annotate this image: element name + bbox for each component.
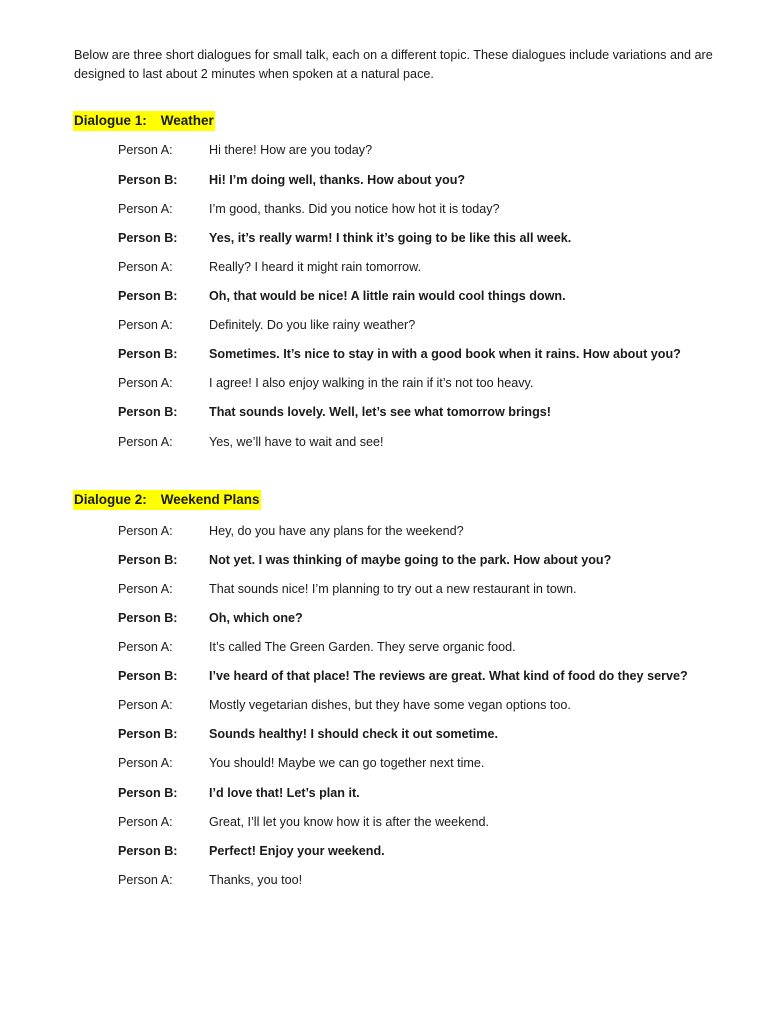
speaker-label: Person A: — [118, 698, 173, 712]
speaker-label: Person B: — [118, 347, 178, 361]
line-text: Oh, which one? — [209, 611, 303, 625]
speaker-label: Person A: — [118, 376, 173, 390]
intro-paragraph: Below are three short dialogues for small talk, each on a different topic. These dialogues include variations and are designed to last about 2 minutes when spoken at a natural pace. — [74, 48, 713, 81]
line-text: You should! Maybe we can go together next time. — [209, 756, 485, 770]
speaker-label: Person A: — [118, 582, 173, 596]
line-text: Sounds healthy! I should check it out sometime. — [209, 727, 498, 741]
speaker-label: Person A: — [118, 873, 173, 887]
speaker-label: Person B: — [118, 727, 178, 741]
line-text: Hi! I’m doing well, thanks. How about you? — [209, 173, 466, 187]
speaker-label: Person B: — [118, 405, 178, 419]
line-text: Yes, it’s really warm! I think it’s going to be like this all week. — [209, 231, 572, 245]
speaker-label: Person B: — [118, 786, 178, 800]
speaker-label: Person B: — [118, 173, 178, 187]
speaker-label: Person A: — [118, 435, 173, 449]
speaker-label: Person B: — [118, 289, 178, 303]
line-text: I’m good, thanks. Did you notice how hot it is today? — [209, 202, 500, 216]
speaker-label: Person A: — [118, 640, 173, 654]
line-text: Oh, that would be nice! A little rain would cool things down. — [209, 289, 566, 303]
speaker-label: Person B: — [118, 231, 178, 245]
speaker-label: Person A: — [118, 202, 173, 216]
line-text: That sounds nice! I’m planning to try out a new restaurant in town. — [209, 582, 577, 596]
line-text: Definitely. Do you like rainy weather? — [209, 318, 416, 332]
line-text: I’ve heard of that place! The reviews are great. What kind of food do they serve? — [209, 669, 688, 683]
line-text: Sometimes. It’s nice to stay in with a good book when it rains. How about you? — [209, 347, 681, 361]
line-text: Hey, do you have any plans for the weekend? — [209, 524, 464, 538]
dialogue-number: Dialogue 2: — [74, 492, 147, 507]
dialogue-heading — [73, 111, 215, 131]
dialogue-topic: Weather — [160, 113, 214, 128]
line-text: Great, I’ll let you know how it is after the weekend. — [209, 815, 489, 829]
line-text: Perfect! Enjoy your weekend. — [209, 844, 385, 858]
line-text: Hi there! How are you today? — [209, 143, 373, 157]
line-text: I agree! I also enjoy walking in the rain if it’s not too heavy. — [209, 376, 534, 390]
line-text: Yes, we’ll have to wait and see! — [209, 435, 384, 449]
speaker-label: Person B: — [118, 669, 178, 683]
speaker-label: Person A: — [118, 815, 173, 829]
dialogue-topic: Weekend Plans — [160, 492, 260, 507]
line-text: Not yet. I was thinking of maybe going to the park. How about you? — [209, 553, 612, 567]
speaker-label: Person A: — [118, 524, 173, 538]
dialogue-heading — [73, 490, 261, 510]
line-text: Really? I heard it might rain tomorrow. — [209, 260, 422, 274]
line-text: That sounds lovely. Well, let’s see what tomorrow brings! — [209, 405, 551, 419]
speaker-label: Person B: — [118, 611, 178, 625]
speaker-label: Person B: — [118, 844, 178, 858]
speaker-label: Person A: — [118, 318, 173, 332]
dialogue-number: Dialogue 1: — [74, 113, 147, 128]
speaker-label: Person A: — [118, 260, 173, 274]
speaker-label: Person B: — [118, 553, 178, 567]
speaker-label: Person A: — [118, 143, 173, 157]
line-text: Thanks, you too! — [209, 873, 303, 887]
line-text: It’s called The Green Garden. They serve organic food. — [209, 640, 516, 654]
line-text: I’d love that! Let’s plan it. — [209, 786, 360, 800]
speaker-label: Person A: — [118, 756, 173, 770]
line-text: Mostly vegetarian dishes, but they have some vegan options too. — [209, 698, 571, 712]
